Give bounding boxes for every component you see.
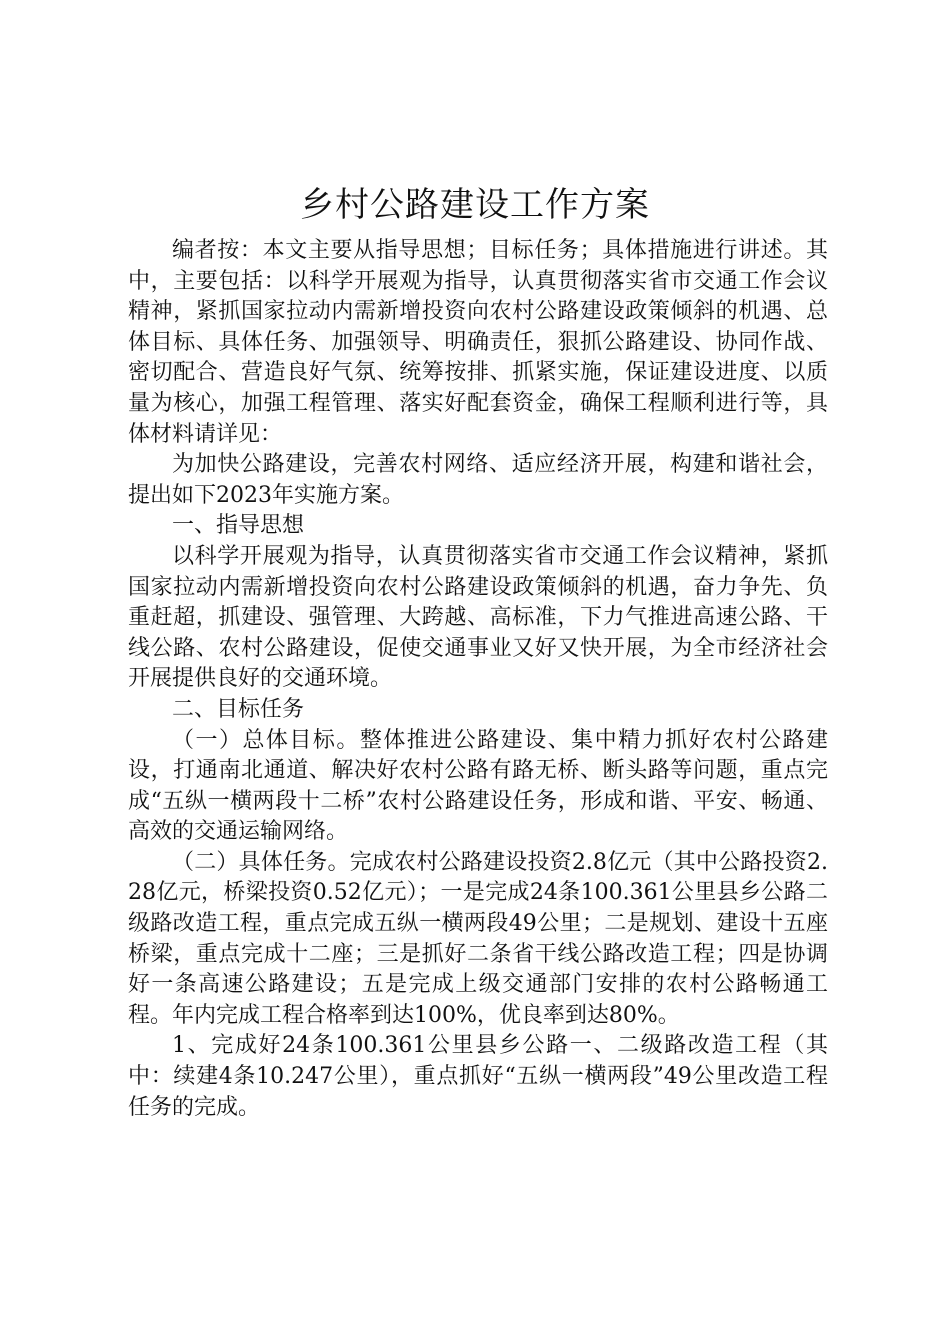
- paragraph-guiding-ideology: 以科学开展观为指导，认真贯彻落实省市交通工作会议精神，紧抓国家拉动内需新增投资向农村公路建设政策倾斜的机遇，奋力争先、负重赶超，抓建设、强管理、大跨越、高标准，下力气推进高速公路、干线公路、农村公路建设，促使交通事业又好又快开展，为全市经济社会开展提供良好的交通环境。: [128, 543, 828, 692]
- section-heading-guiding-ideology: 一、指导思想: [172, 513, 305, 539]
- paragraph-specific-tasks: （二）具体任务。完成农村公路建设投资2.8亿元（其中公路投资2.28亿元，桥梁投资0.52亿元）；一是完成24条100.361公里县乡公路二级路改造工程，重点完成五纵一横两段49公里；二是规划、建设十五座桥梁，重点完成十二座；三是抓好二条省干线公路改造工程；四是协调好一条高速公路建设；五是完成上级交通部门安排的农村公路畅通工程。年内完成工程合格率到达100%，优良率到达80%。: [128, 849, 828, 1028]
- paragraph-task-item-1: 1、完成好24条100.361公里县乡公路一、二级路改造工程（其中：续建4条10.247公里），重点抓好“五纵一横两段”49公里改造工程任务的完成。: [128, 1033, 828, 1120]
- paragraph-overall-goal: （一）总体目标。整体推进公路建设、集中精力抓好农村公路建设，打通南北通道、解决好农村公路有路无桥、断头路等问题，重点完成“五纵一横两段十二桥”农村公路建设任务，形成和谐、平安、畅通、高效的交通运输网络。: [128, 727, 828, 845]
- paragraph-intro: 为加快公路建设，完善农村网络、适应经济开展，构建和谐社会，提出如下2023年实施方案。: [128, 452, 828, 508]
- section-heading-goals-tasks: 二、目标任务: [172, 696, 305, 722]
- document-title: 乡村公路建设工作方案: [300, 185, 650, 225]
- paragraph-editor-note: 编者按：本文主要从指导思想；目标任务；具体措施进行讲述。其中，主要包括：以科学开展观为指导，认真贯彻落实省市交通工作会议精神，紧抓国家拉动内需新增投资向农村公路建设政策倾斜的机遇、总体目标、具体任务、加强领导、明确责任，狠抓公路建设、协同作战、密切配合、营造良好气氛、统筹按排、抓紧实施，保证建设进度、以质量为核心，加强工程管理、落实好配套资金，确保工程顺利进行等，具体材料请详见：: [128, 238, 828, 447]
- document-body: [128, 236, 828, 1123]
